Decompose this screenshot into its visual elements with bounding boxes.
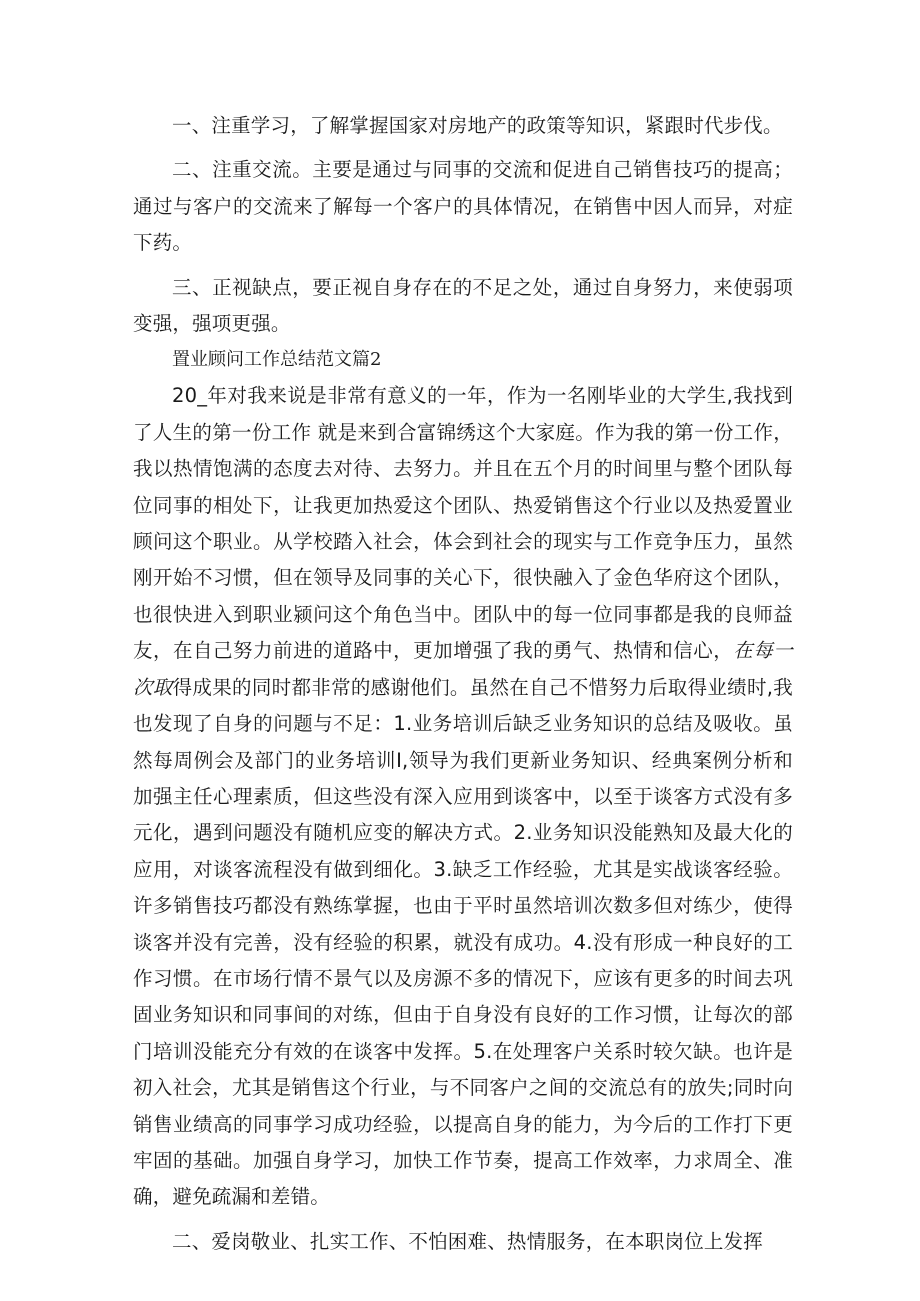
- body-text-part2: 得成果的同时都非常的感谢他们。虽然在自己不惜努力后取得业绩时,我也发现了自身的问题与不足：1.业务培训后缺乏业务知识的总结及吸收。虽然每周例会及部门的业务培训I,领导为我们更新业务知识、经典案例分析和加强主任心理素质，但这些没有深入应用到谈客中，以至于谈客方式没有多元化，遇到问题没有随机应变的解决方式。2.业务知识没能熟知及最大化的应用，对谈客流程没有做到细化。3.缺乏工作经验，尤其是实战谈客经验。许多销售技巧都没有熟练掌握，也由于平时虽然培训次数多但对练少，使得谈客并没有完善，没有经验的积累，就没有成功。4.没有形成一种良好的工作习惯。在市场行情不景气以及房源不多的情况下，应该有更多的时间去巩固业务知识和同事间的对练，但由于自身没有良好的工作习惯，让每次的部门培训没能充分有效的在谈客中发挥。5.在处理客户关系时较欠缺。也许是初入社会，尤其是销售这个行业，与不同客户之间的交流总有的放失;同时向销售业绩高的同事学习成功经验，以提高自身的能力，为今后的工作打下更牢固的基础。加强自身学习，加快工作节奏，提高工作效率，力求周全、准确，避免疏漏和差错。: [133, 675, 793, 1209]
- paragraph-communication: 二、注重交流。主要是通过与同事的交流和促进自己销售技巧的提高；通过与客户的交流来了解每一个客户的具体情况，在销售中因人而异，对症下药。: [133, 158, 793, 255]
- paragraph-study: 一、注重学习，了解掌握国家对房地产的政策等知识，紧跟时代步伐。: [172, 114, 783, 137]
- body-text-part1: 20_年对我来说是非常有意义的一年，作为一名刚毕业的大学生,我找到了人生的第一份工作 就是来到合富锦绣这个大家庭。作为我的第一份工作，我以热情饱满的态度去对待、去努力。并且在五个月的时间里与整个团队每位同事的相处下，让我更加热爱这个团队、热爱销售这个行业以及热爱置业顾问这个职业。从学校踏入社会，体会到社会的现实与工作竞争压力，虽然刚开始不习惯，但在领导及同事的关心下，很快融入了金色华府这个团队，也很快进入到职业颍问这个角色当中。团队中的每一位同事都是我的良师益友，在自己努力前进的道路中，更加增强了我的勇气、热情和信心，: [133, 384, 793, 663]
- paragraph-dedication: 二、爱岗敬业、扎实工作、不怕困难、热情服务，在本职岗位上发挥: [172, 1229, 764, 1253]
- paragraph-weakness: 三、正视缺点，要正视自身存在的不足之处，通过自身努力，来使弱项变强，强项更强。: [133, 275, 793, 336]
- body-text-italic: 在每一次取: [133, 639, 793, 699]
- document-page: [133, 108, 793, 1260]
- paragraph-body: [133, 378, 793, 1215]
- section-heading: 置业顾问工作总结范文篇2: [172, 349, 382, 371]
